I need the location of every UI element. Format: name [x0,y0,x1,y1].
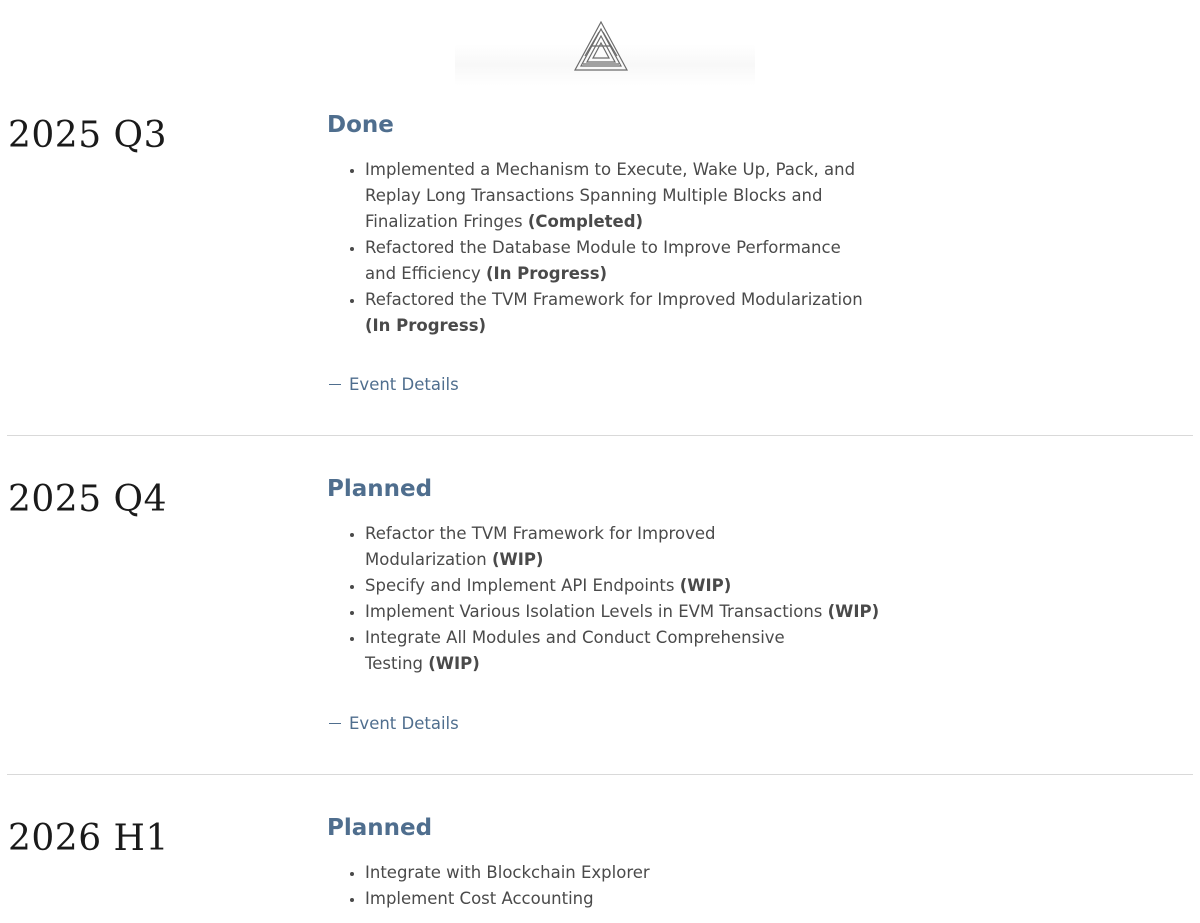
status-tag: (Completed) [527,212,644,231]
status-tag: (WIP) [428,654,480,673]
status-tag: (In Progress) [365,316,487,335]
event-details-toggle[interactable] [329,714,459,733]
list-item: • Implemented a Mechanism to Execute, Wake Up, Pack, and Replay Long Transactions Spanning Multiple Blocks and Finalization Fringes (Completed) [365,157,875,235]
status-tag: (In Progress) [486,264,608,283]
event-details-label: Event Details [349,375,459,394]
list-item: • Refactored the TVM Framework for Improved Modularization (In Progress) [365,287,875,339]
list-item: • Implement Cost Accounting [365,886,885,912]
period-heading: 2025 Q4 [8,479,167,520]
list-item: • Specify and Implement API Endpoints (WIP) [365,573,885,599]
list-item: • Integrate All Modules and Conduct Comprehensive Testing (WIP) [365,625,785,677]
list-item: • Implement Various Isolation Levels in EVM Transactions (WIP) [365,599,885,625]
milestone-list [345,521,885,677]
list-item: • Refactored the Database Module to Improve Performance and Efficiency (In Progress) [365,235,875,287]
status-tag: (WIP) [491,550,544,569]
list-item: • Refactor the TVM Framework for Improved Modularization (WIP) [365,521,725,573]
section-divider [7,774,1193,775]
milestone-list [345,860,885,912]
period-heading: 2025 Q3 [8,115,167,156]
status-heading: Planned [327,476,433,502]
status-heading: Done [327,112,394,138]
minus-icon [329,384,341,385]
event-details-toggle[interactable] [329,375,459,394]
section-divider [7,435,1193,436]
event-details-label: Event Details [349,714,459,733]
milestone-list [345,157,875,339]
status-heading: Planned [327,815,433,841]
period-heading: 2026 H1 [8,818,169,859]
triangular-knot-logo-icon[interactable] [573,20,629,72]
minus-icon [329,723,341,724]
status-tag: (WIP) [679,576,732,595]
status-tag: (WIP) [827,602,880,621]
list-item: • Integrate with Blockchain Explorer [365,860,885,886]
